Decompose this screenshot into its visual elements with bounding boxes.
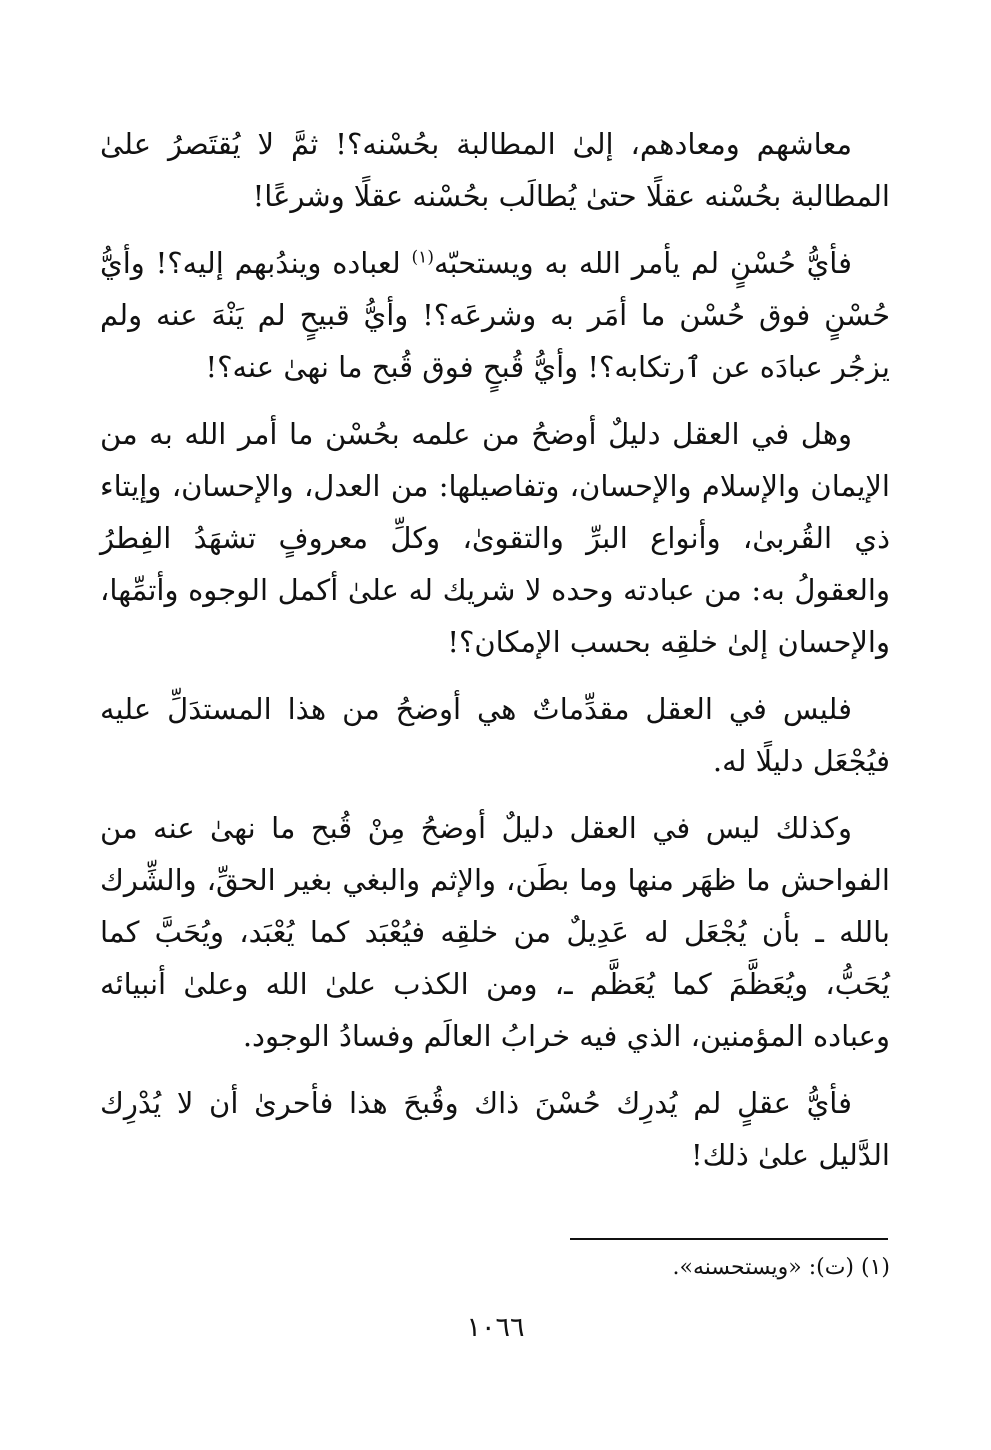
paragraph-text: فأيُّ حُسْنٍ لم يأمر الله به ويستحبّه — [433, 246, 852, 280]
footnote-divider — [570, 1238, 888, 1240]
paragraph: فليس في العقل مقدِّماتٌ هي أوضحُ من هذا المستدَلِّ عليه فيُجْعَل دليلًا له. — [100, 692, 890, 778]
main-text — [100, 118, 890, 1196]
paragraph: فأيُّ عقلٍ لم يُدرِك حُسْنَ ذاك وقُبحَ هذا فأحرىٰ أن لا يُدْرِك الدَّليل علىٰ ذلك! — [100, 1086, 890, 1172]
paragraph — [100, 237, 890, 393]
paragraph: وكذلك ليس في العقل دليلٌ أوضحُ مِنْ قُبح ما نهىٰ عنه من الفواحش ما ظهَر منها وما بطَن، والإثم والبغي بغير الحقِّ، والشِّرك بالله ـ بأن يُجْعَل له عَدِيلٌ من خلقِه فيُعْبَد كما يُعْبَد، ويُحَبَّ كما يُحَبُّ، ويُعَظَّمَ كما يُعَظَّم ـ، ومن الكذب علىٰ الله وعلىٰ أنبيائه وعباده المؤمنين، الذي فيه خرابُ العالَم وفسادُ الوجود. — [100, 811, 890, 1053]
paragraph: معاشهم ومعادهم، إلىٰ المطالبة بحُسْنه؟! ثمَّ لا يُقتَصرُ علىٰ المطالبة بحُسْنه عقلًا حتىٰ يُطالَب بحُسْنه عقلًا وشرعًا! — [100, 127, 890, 213]
paragraph-text: لعباده ويندُبهم إليه؟! وأيُّ حُسْنٍ فوق حُسْن ما أمَر به وشرعَه؟! وأيُّ قبيحٍ لم يَنْهَ عنه ولم يزجُر عبادَه عن ٱرتكابه؟! وأيُّ قُبحٍ فوق قُبح ما نهىٰ عنه؟! — [100, 246, 890, 384]
page-number: ١٠٦٦ — [466, 1312, 525, 1343]
paragraph: وهل في العقل دليلٌ أوضحُ من علمه بحُسْن ما أمر الله به من الإيمان والإسلام والإحسان، وتفاصيلها: من العدل، والإحسان، وإيتاء ذي القُربىٰ، وأنواع البرِّ والتقوىٰ، وكلِّ معروفٍ تشهَدُ الفِطرُ والعقولُ به: من عبادته وحده لا شريك له علىٰ أكمل الوجوه وأتمِّها، والإحسان إلىٰ خلقِه بحسب الإمكان؟! — [100, 417, 890, 659]
footnote-reference: (١) — [411, 247, 434, 268]
footnote: (١) (ت): «ويستحسنه». — [672, 1255, 890, 1280]
